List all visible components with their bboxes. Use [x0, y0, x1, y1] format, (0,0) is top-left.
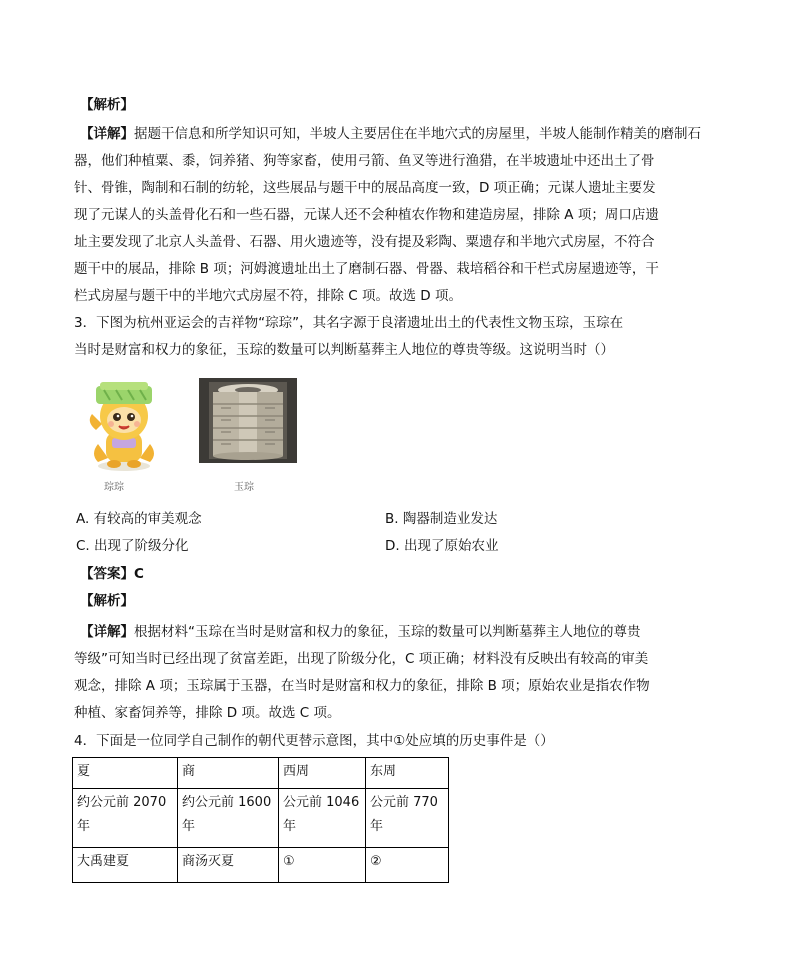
jade-cong-caption: 玉琮 — [234, 482, 254, 493]
question-stem: 3．下图为杭州亚运会的吉祥物“琮琮”，其名字源于良渚遗址出土的代表性文物玉琮，玉琮在 — [74, 315, 624, 331]
table-cell: 商汤灭夏 — [178, 848, 279, 883]
answer-tag: 【答案】 — [80, 566, 134, 582]
table-cell-blank-1: ① — [279, 848, 366, 883]
detail-line: 种植、家畜饲养等，排除 D 项。故选 C 项。 — [74, 705, 341, 721]
question-stem: 当时是财富和权力的象征，玉琮的数量可以判断墓葬主人地位的尊贵等级。这说明当时（） — [74, 342, 614, 358]
answer-line — [80, 564, 144, 584]
analysis-tag: 【解析】 — [80, 97, 134, 113]
detail-line: 栏式房屋与题干中的半地穴式房屋不符，排除 C 项。故选 D 项。 — [74, 288, 462, 304]
detail-line: 址主要发现了北京人头盖骨、石器、用火遗迹等，没有提及彩陶、粟遗存和半地穴式房屋，不符合 — [74, 234, 655, 250]
detail-line: 现了元谋人的头盖骨化石和一些石器，元谋人还不会种植农作物和建造房屋，排除 A 项；周口店遗 — [74, 207, 659, 223]
option-a[interactable]: A. 有较高的审美观念 — [76, 511, 202, 527]
detail-line: 等级”可知当时已经出现了贫富差距，出现了阶级分化，C 项正确；材料没有反映出有较高的审美 — [74, 651, 649, 667]
table-row-dates — [73, 789, 449, 848]
detail-line: 题干中的展品，排除 B 项；河姆渡遗址出土了磨制石器、骨器、栽培稻谷和干栏式房屋遗迹等，干 — [74, 261, 659, 277]
detail-line: 针、骨锥，陶制和石制的纺轮，这些展品与题干中的展品高度一致，D 项正确；元谋人遗址主要发 — [74, 180, 656, 196]
table-row-events — [73, 848, 449, 883]
detail-tag: 【详解】 — [80, 624, 134, 640]
table-cell: 约公元前 1600 年 — [178, 789, 279, 848]
mascot-caption: 琮琮 — [104, 482, 124, 493]
answer-value: C — [134, 566, 144, 582]
table-cell-blank-2: ② — [366, 848, 449, 883]
mascot-congcong-image — [76, 378, 172, 474]
option-b[interactable]: B. 陶器制造业发达 — [385, 511, 498, 527]
table-cell: 夏 — [73, 758, 178, 789]
detail-line: 【详解】根据材料“玉琮在当时是财富和权力的象征，玉琮的数量可以判断墓葬主人地位的尊贵 — [80, 624, 641, 640]
analysis-tag: 【解析】 — [80, 593, 134, 609]
detail-line: 【详解】据题干信息和所学知识可知，半坡人主要居住在半地穴式的房屋里，半坡人能制作精美的磨制石 — [80, 126, 701, 142]
table-cell: 约公元前 2070 年 — [73, 789, 178, 848]
table-cell: 西周 — [279, 758, 366, 789]
table-cell: 商 — [178, 758, 279, 789]
detail-line: 观念，排除 A 项；玉琮属于玉器，在当时是财富和权力的象征，排除 B 项；原始农业是指农作物 — [74, 678, 650, 694]
option-c[interactable]: C. 出现了阶级分化 — [76, 538, 189, 554]
table-cell: 公元前 1046 年 — [279, 789, 366, 848]
option-d[interactable]: D. 出现了原始农业 — [385, 538, 499, 554]
table-cell: 东周 — [366, 758, 449, 789]
dynasty-timeline-table — [72, 757, 449, 883]
table-cell: 公元前 770 年 — [366, 789, 449, 848]
detail-line: 器，他们种植粟、黍，饲养猪、狗等家畜，使用弓箭、鱼叉等进行渔猎，在半坡遗址中还出土了骨 — [74, 153, 655, 169]
detail-tag: 【详解】 — [80, 126, 134, 142]
table-cell: 大禹建夏 — [73, 848, 178, 883]
table-row-dynasties — [73, 758, 449, 789]
question-stem: 4．下面是一位同学自己制作的朝代更替示意图，其中①处应填的历史事件是（） — [74, 733, 554, 749]
jade-cong-image — [199, 378, 297, 463]
